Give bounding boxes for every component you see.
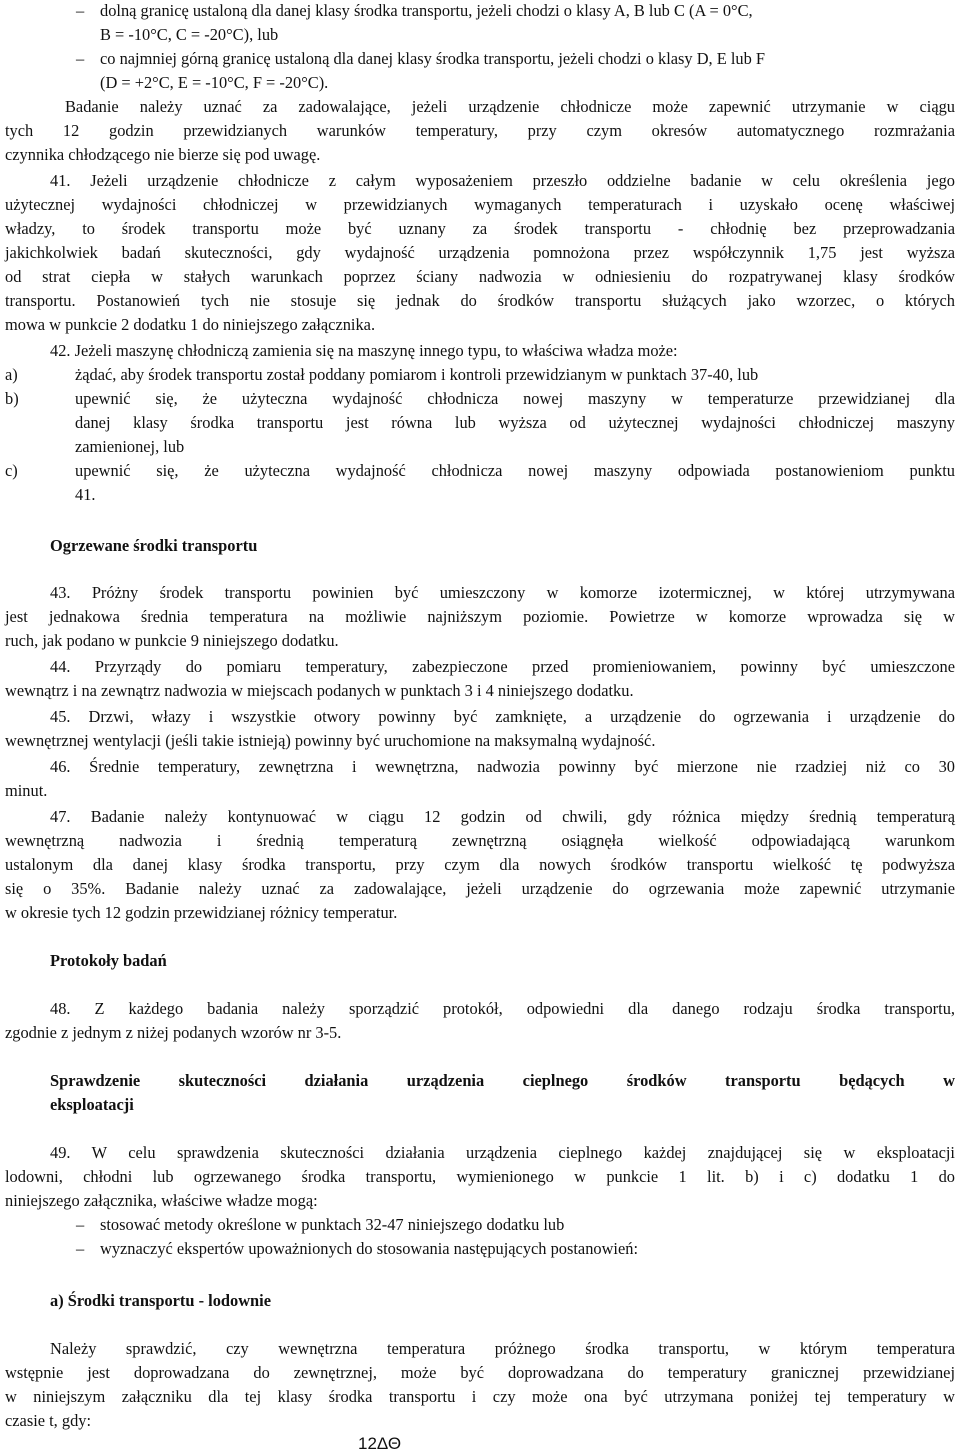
text-line: mowa w punkcie 2 dodatku 1 do niniejszego załącznika. [5, 315, 376, 334]
list-dash: – [76, 1, 85, 20]
text-line: danej klasy środka transportu jest równa lub wyższa od użytecznej wydajności chłodniczej maszyny [75, 413, 955, 432]
text-line: 48. Z każdego badania należy sporządzić protokół, odpowiedni dla danego rodzaju środka transportu, [50, 999, 955, 1018]
text-line: Badanie należy uznać za zadowalające, jeżeli urządzenie chłodnicze może zapewnić utrzymanie w ciągu [65, 97, 955, 116]
text-line: 44. Przyrządy do pomiaru temperatury, zabezpieczone przed promieniowaniem, powinny być umieszczone [50, 657, 955, 676]
text-line: 46. Średnie temperatury, zewnętrzna i wewnętrzna, nadwozia powinny być mierzone nie rzadziej niż co 30 [50, 757, 955, 776]
text-line: 45. Drzwi, włazy i wszystkie otwory powinny być zamknięte, a urządzenie do ogrzewania i urządzenie do [50, 707, 955, 726]
text-line: Należy sprawdzić, czy wewnętrzna temperatura próżnego środka transportu, w którym temperatura [50, 1339, 955, 1358]
text-line: wewnątrz i na zewnątrz nadwozia w miejscach podanych w punktach 3 i 4 niniejszego dodatku. [5, 681, 634, 700]
section-heading: Ogrzewane środki transportu [50, 536, 258, 555]
text-line: ruch, jak podano w punkcie 9 niniejszego dodatku. [5, 631, 339, 650]
text-line: transportu. Postanowień tych nie stosuje się jednak do środków transportu służących jako wzorzec, o których [5, 291, 955, 310]
text-line: od strat ciepła w stałych warunkach poprzez ściany nadwozia w odniesieniu do rozpatrywanej klasy środków [5, 267, 955, 286]
text-line: ustalonym dla danej klasy środka transportu, przy czym dla nowych środków transportu wielkość tę podwyższa [5, 855, 955, 874]
text-line: wewnętrzną nadwozia i średnią temperaturą zewnętrzną osiągnęła wielkość odpowiadającą warunkom [5, 831, 955, 850]
text-line: upewnić się, że użyteczna wydajność chłodnicza nowej maszyny w temperaturze przewidzianej dla [75, 389, 955, 408]
text-line: jest jednakowa średnia temperatura na możliwie najniższym poziomie. Powietrze w komorze wprowadza się w [5, 607, 955, 626]
list-marker: a) [5, 365, 18, 384]
text-line: żądać, aby środek transportu został poddany pomiarom i kontroli przewidzianym w punktach 37-40, lub [75, 365, 759, 384]
text-line: w okresie tych 12 godzin przewidzianej różnicy temperatur. [5, 903, 398, 922]
text-line: minut. [5, 781, 48, 800]
text-line: władzy, to środek transportu może być uznany za środek transportu - chłodnię bez przeprowadzania [5, 219, 955, 238]
text-line: użytecznej wydajności chłodniczej w przewidzianych wymaganych temperaturach i uzyskało ocenę właściwej [5, 195, 955, 214]
text-line: 43. Próżny środek transportu powinien być umieszczony w komorze izotermicznej, w której utrzymywana [50, 583, 955, 602]
text-line: wewnętrznej wentylacji (jeśli takie istnieją) powinny być uruchomione na maksymalną wydajność. [5, 731, 656, 750]
list-marker: c) [5, 461, 18, 480]
list-dash: – [76, 1215, 85, 1234]
text-line: (D = +2°C, E = -10°C, F = -20°C). [100, 73, 329, 92]
text-line: wstępnie jest doprowadzana do zewnętrznej, może być doprowadzana do temperatury granicznej przewidzianej [5, 1363, 955, 1382]
text-line: w niniejszym załączniku dla tej klasy środka transportu i czy może ona być utrzymana poniżej tej temperatury w [5, 1387, 955, 1406]
text-line: niniejszego załącznika, właściwe władze mogą: [5, 1191, 318, 1210]
text-line: dolną granicę ustaloną dla danej klasy środka transportu, jeżeli chodzi o klasy A, B lub C (A = 0°C, [100, 1, 753, 20]
text-line: wyznaczyć ekspertów upoważnionych do stosowania następujących postanowień: [100, 1239, 638, 1258]
text-line: 42. Jeżeli maszynę chłodniczą zamienia się na maszynę innego typu, to właściwa władza może: [50, 341, 678, 360]
list-marker: b) [5, 389, 19, 408]
list-dash: – [76, 49, 85, 68]
text-line: zamienionej, lub [75, 437, 185, 456]
text-line: zgodnie z jednym z niżej podanych wzorów nr 3-5. [5, 1023, 342, 1042]
text-line: stosować metody określone w punktach 32-47 niniejszego dodatku lub [100, 1215, 565, 1234]
text-line: tych 12 godzin przewidzianych warunków temperatury, przy czym okresów automatycznego rozmrażania [5, 121, 955, 140]
text-line: upewnić się, że użyteczna wydajność chłodnicza nowej maszyny odpowiada postanowieniom punktu [75, 461, 955, 480]
text-line: 41. [75, 485, 96, 504]
text-line: B = -10°C, C = -20°C), lub [100, 25, 279, 44]
text-line: jakichkolwiek badań skuteczności, gdy wydajność urządzenia pomnożona przez współczynnik 1,75 jest wyższa [5, 243, 955, 262]
text-line: 49. W celu sprawdzenia skuteczności działania urządzenia cieplnego każdej znajdującej się w eksploatacji [50, 1143, 955, 1162]
text-line: lodowni, chłodni lub ogrzewanego środka transportu, wymienionego w punkcie 1 lit. b) i c) dodatku 1 do [5, 1167, 955, 1186]
text-line: 41. Jeżeli urządzenie chłodnicze z całym wyposażeniem przeszło oddzielne badanie w celu określenia jego [50, 171, 955, 190]
section-heading: Sprawdzenie skuteczności działania urządzenia cieplnego środków transportu będących w [50, 1071, 955, 1090]
text-line: co najmniej górną granicę ustaloną dla danej klasy środka transportu, jeżeli chodzi o klasy D, E lub F [100, 49, 765, 68]
section-heading: eksploatacji [50, 1095, 134, 1114]
formula-text: 12ΔΘ [358, 1434, 402, 1453]
text-line: czasie t, gdy: [5, 1411, 92, 1430]
section-heading: a) Środki transportu - lodownie [50, 1291, 272, 1310]
text-line: 47. Badanie należy kontynuować w ciągu 12 godzin od chwili, gdy różnica między średnią temperaturą [50, 807, 955, 826]
list-dash: – [76, 1239, 85, 1258]
section-heading: Protokoły badań [50, 951, 167, 970]
text-line: czynnika chłodzącego nie bierze się pod uwagę. [5, 145, 321, 164]
text-line: się o 35%. Badanie należy uznać za zadowalające, jeżeli urządzenie do ogrzewania może zapewnić utrzymanie [5, 879, 955, 898]
